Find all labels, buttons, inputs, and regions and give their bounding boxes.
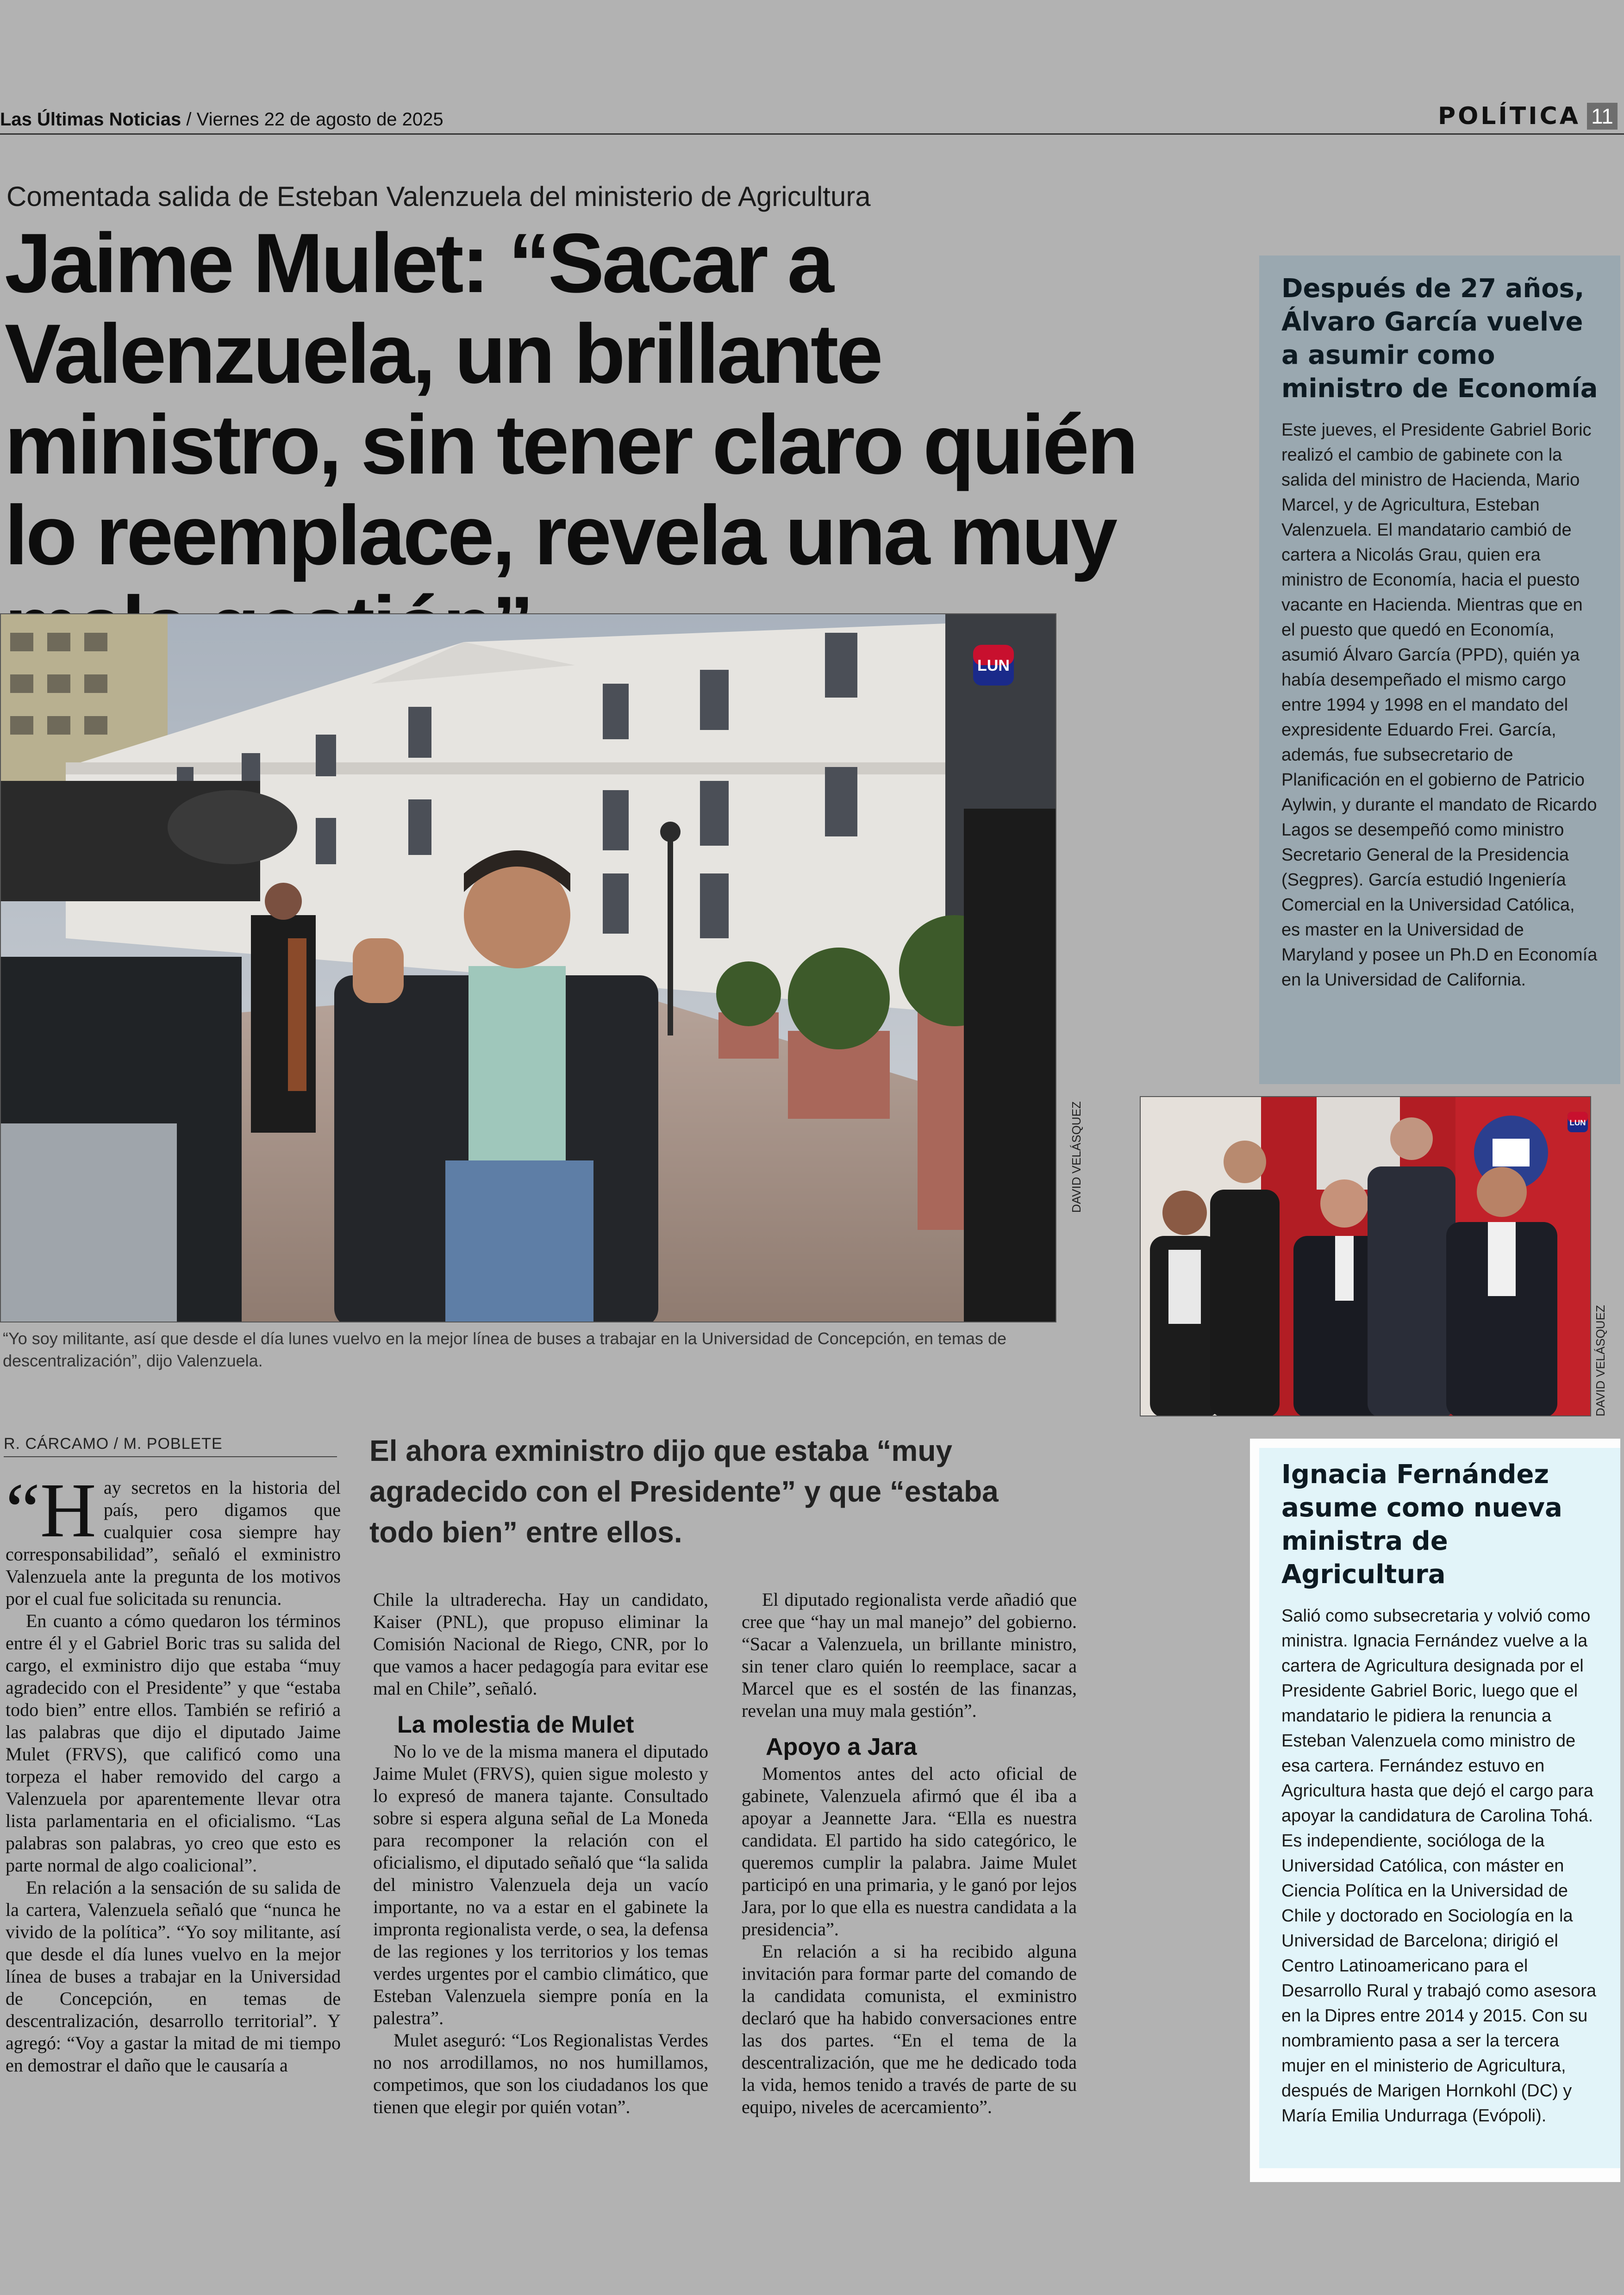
main-photo-caption: “Yo soy militante, así que desde el día lunes vuelvo en la mejor línea de buses a trabajar en la Universidad de Concepción, en temas de descentralización”, dijo Valenzuela.: [3, 1329, 1006, 1370]
paragraph-text: ay secretos en la historia del país, pero digamos que cualquier cosa siempre hay corresponsabilidad”, señaló el exministro Valenzuela ante la pregunta de los motivos por el cual fue solicitada su renuncia.: [6, 1477, 341, 1609]
drop-cap: [6, 1467, 96, 1553]
lun-logo-sidebar: [1568, 1112, 1588, 1132]
lun-logo-text: LUN: [1569, 1118, 1586, 1127]
sidebar-photo-credit: DAVID VELÁSQUEZ: [1593, 1305, 1607, 1416]
sidebar-title: Ignacia Fernández asume como nueva ministra de Agricultura: [1281, 1459, 1562, 1590]
publication-date: Viernes 22 de agosto de 2025: [196, 109, 443, 130]
sidebar-title: Después de 27 años, Álvaro García vuelve a asumir como ministro de Economía: [1281, 274, 1598, 404]
main-photo: [0, 613, 1056, 1322]
sidebar-agricultura: [1259, 1448, 1620, 2168]
article-column-2: [373, 1589, 708, 2118]
page-number: 11: [1587, 103, 1618, 130]
sidebar-photo: [1140, 1096, 1591, 1416]
sidebar-body: Este jueves, el Presidente Gabriel Boric realizó el cambio de gabinete con la salida del ministro de Hacienda, Mario Marcel, y de Agricultura, Esteban Valenzuela. El mandatario cambió de cartera a Nicolás Grau, quien era ministro de Economía, hacia el puesto vacante en Hacienda. Mientras que en el puesto que quedó en Economía, asumió Álvaro García (PPD), quién ya había desempeñado el mismo cargo entre 1994 y 1998 en el mandato del expresidente Eduardo Frei. García, además, fue subsecretario de Planificación en el gobierno de Patricio Aylwin, y durante el mandato de Ricardo Lagos se desempeñó como ministro Secretario General de la Presidencia (Segpres). García estudió Ingeniería Comercial en la Universidad Católica, es master en la Universidad de Maryland y posee un Ph.D en Economía en la Universidad de California.: [1281, 420, 1598, 990]
byline-rule: [4, 1456, 337, 1457]
article-column-3: [742, 1589, 1077, 2118]
paragraph: Mulet aseguró: “Los Regionalistas Verdes no nos arrodillamos, no nos humillamos, competimos, que son los ciudadanos los que tienen que elegir por quién votan”.: [373, 2030, 708, 2117]
paragraph: El diputado regionalista verde añadió que cree que “hay un mal manejo” del gobierno. “Sacar a Valenzuela, un brillante ministro, sin tener claro quién lo reemplace, sacar a Marcel que es el sostén de las finanzas, revelan una muy mala gestión”.: [742, 1589, 1077, 1721]
paragraph: Chile la ultraderecha. Hay un candidato, Kaiser (PNL), que propuso eliminar la Comisión Nacional de Riego, CNR, por lo que vamos a hacer pedagogía para evitar ese mal en Chile”, señaló.: [373, 1589, 708, 1699]
section-heading: La molestia de Mulet: [397, 1711, 634, 1738]
main-photo-credit: DAVID VELÁSQUEZ: [1069, 1101, 1083, 1213]
publication-name: Las Últimas Noticias: [0, 109, 181, 130]
paragraph: [6, 1467, 341, 1610]
sidebar-photo-illustration: [1141, 1097, 1591, 1416]
masthead-separator: /: [186, 109, 192, 130]
section-name: POLÍTICA: [1437, 102, 1580, 130]
lun-logo-main: [973, 645, 1014, 686]
paragraph: Momentos antes del acto oficial de gabinete, Valenzuela afirmó que él iba a apoyar a Jeannette Jara. “Ella es nuestra candidata. El partido ha sido categórico, le queremos cumplir la palabra. Jaime Mulet participó en una primaria, y le ganó por lejos Jara, por lo que ella es nuestra candidata a la presidencia”.: [742, 1763, 1077, 1940]
section-heading: Apoyo a Jara: [766, 1734, 917, 1760]
byline: R. CÁRCAMO / M. POBLETE: [4, 1435, 223, 1453]
paragraph: En relación a si ha recibido alguna invitación para formar parte del comando de la candidata comunista, el exministro declaró que ha habido conversaciones entre las dos partes. “En el tema de la descentralización, que me he dedicado toda la vida, hemos tenido a través de parte de su equipo, niveles de acercamiento”.: [742, 1941, 1077, 2117]
sidebar-economia: [1259, 256, 1620, 1084]
drop-cap-quote: “: [6, 1467, 40, 1553]
masthead: [0, 109, 443, 130]
header-rule: [0, 133, 1624, 135]
article-headline: Jaime Mulet: “Sacar a Valenzuela, un brillante ministro, sin tener claro quién lo reemplace, revela una muy: [5, 216, 1137, 582]
section-label: [1438, 103, 1618, 130]
article-subhead: El ahora exministro dijo que estaba “muy agradecido con el Presidente” y que “estaba todo bien” entre ellos.: [369, 1434, 999, 1549]
lun-logo-text: LUN: [977, 657, 1010, 674]
main-photo-illustration: [1, 614, 1056, 1322]
sidebar-body: Salió como subsecretaria y volvió como ministra. Ignacia Fernández vuelve a la cartera de Agricultura designada por el Presidente Gabriel Boric, luego que el mandatario le pidiera la renuncia a Esteban Valenzuela como ministro de esa cartera. Fernández estuvo en Agricultura hasta que dejó el cargo para apoyar la candidatura de Carolina Tohá. Es independiente, socióloga de la Universidad Católica, con máster en Ciencia Política en la Universidad de Chile y doctorado en Sociología en la Universidad de Barcelona; dirigió el Centro Latinoamericano para el Desarrollo Rural y trabajó como asesora en la Dipres entre 2014 y 2015. Con su nombramiento pasa a ser la tercera mujer en el ministerio de Agricultura, después de Marigen Hornkohl (DC) y María Emilia Undurraga (Evópoli).: [1281, 1606, 1597, 2126]
article-kicker: Comentada salida de Esteban Valenzuela del ministerio de Agricultura: [6, 181, 871, 212]
paragraph: En relación a la sensación de su salida de la cartera, Valenzuela señaló que “nunca he vivido de la política”. “Yo soy militante, así que desde el día lunes vuelvo en la mejor línea de buses a trabajar en la Universidad de Concepción, en temas de descentralización, desarrollo territorial”. Y agregó: “Voy a gastar la mitad de mi tiempo en demostrar el daño que le causaría a: [6, 1877, 341, 2076]
paragraph: En cuanto a cómo quedaron los términos entre él y el Gabriel Boric tras su salida del cargo, el exministro dijo que estaba “muy agradecido con el Presidente” y que “estaba todo bien” entre ellos. También se refirió a las palabras que dijo el diputado Jaime Mulet (FRVS), que calificó como una torpeza el haber removido del cargo a Valenzuela por aparentemente llevar otra lista parlamentaria en el oficialismo. “Las palabras son palabras, yo creo que esto es parte normal de algo coalicional”.: [6, 1610, 341, 1876]
drop-cap-letter: H: [40, 1467, 96, 1553]
paragraph: No lo ve de la misma manera el diputado Jaime Mulet (FRVS), quien sigue molesto y lo expresó de manera tajante. Consultado sobre si espera alguna señal de La Moneda para recomponer la relación con el oficialismo, el diputado señaló que “la salida del ministro Valenzuela deja un vacío importante, no va a estar en el gabinete la impronta regionalista verde, o sea, la defensa de las regiones y los territorios y los temas verdes urgentes por el cambio climático, que Esteban Valenzuela siempre ponía en la palestra”.: [373, 1741, 708, 2028]
article-column-1: [6, 1467, 341, 2077]
